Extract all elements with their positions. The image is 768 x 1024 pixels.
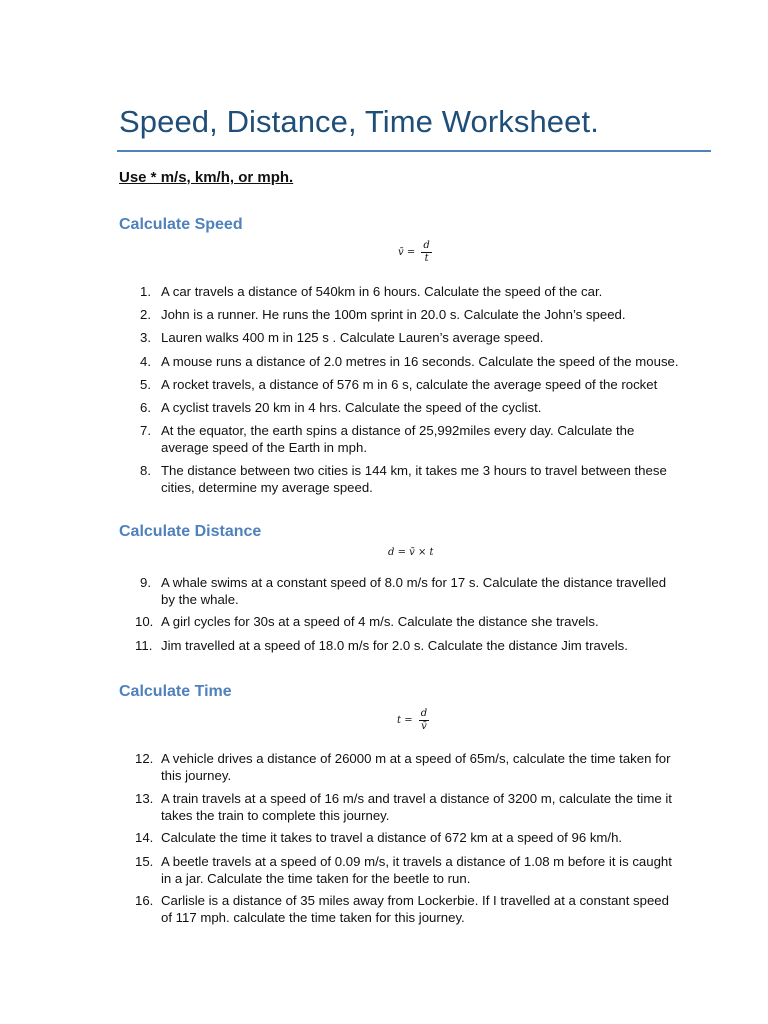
formula-equals: =: [404, 715, 413, 726]
question-text: A beetle travels at a speed of 0.09 m/s, it travels a distance of 1.08 m before it is caught: [161, 854, 672, 869]
question-number: 9.: [140, 575, 151, 590]
question-text: A train travels at a speed of 16 m/s and travel a distance of 3200 m, calculate the time it: [161, 791, 672, 806]
question-number: 5.: [140, 377, 151, 392]
section-heading-time: Calculate Time: [119, 683, 232, 700]
question-number: 1.: [140, 284, 151, 299]
question-number: 8.: [140, 463, 151, 478]
formula-denominator: t: [424, 253, 429, 264]
question-text: Carlisle is a distance of 35 miles away from Lockerbie. If I travelled at a constant speed: [161, 893, 669, 908]
question-number: 6.: [140, 400, 151, 415]
question-text: average speed of the Earth in mph.: [161, 440, 368, 455]
question-text: A girl cycles for 30s at a speed of 4 m/s. Calculate the distance she travels.: [161, 614, 599, 629]
question-number: 14.: [135, 830, 154, 845]
question-text: The distance between two cities is 144 km, it takes me 3 hours to travel between these: [161, 463, 667, 478]
speed-formula: [398, 240, 432, 265]
title-divider: [117, 150, 711, 152]
section-heading-speed: Calculate Speed: [119, 216, 243, 233]
page-title: Speed, Distance, Time Worksheet.: [119, 104, 599, 139]
question-text: takes the train to complete this journey.: [161, 808, 390, 823]
question-number: 11.: [135, 638, 153, 653]
question-text: A vehicle drives a distance of 26000 m at a speed of 65m/s, calculate the time taken for: [161, 751, 671, 766]
question-number: 10.: [135, 614, 154, 629]
question-text: Jim travelled at a speed of 18.0 m/s for 2.0 s. Calculate the distance Jim travels.: [161, 638, 628, 653]
formula-numerator: d: [423, 240, 430, 251]
question-text: of 117 mph. calculate the time taken for this journey.: [161, 910, 465, 925]
formula-numerator: d: [420, 708, 428, 719]
question-text: A mouse runs a distance of 2.0 metres in 16 seconds. Calculate the speed of the mouse.: [161, 354, 679, 369]
question-text: At the equator, the earth spins a distance of 25,992miles every day. Calculate the: [161, 423, 635, 438]
section-heading-distance: Calculate Distance: [119, 523, 262, 540]
formula-lhs: t: [397, 715, 402, 726]
question-text: A cyclist travels 20 km in 4 hrs. Calculate the speed of the cyclist.: [161, 400, 542, 415]
question-number: 16.: [135, 893, 154, 908]
formula-fraction: [419, 708, 429, 733]
units-note: Use * m/s, km/h, or mph.: [119, 169, 294, 186]
question-text: cities, determine my average speed.: [161, 480, 373, 495]
question-number: 7.: [140, 423, 151, 438]
question-text: by the whale.: [161, 592, 239, 607]
question-number: 13.: [135, 791, 154, 806]
question-text: John is a runner. He runs the 100m sprint in 20.0 s. Calculate the John’s speed.: [161, 307, 626, 322]
question-number: 12.: [135, 751, 154, 766]
question-text: A car travels a distance of 540km in 6 hours. Calculate the speed of the car.: [161, 284, 603, 299]
question-number: 3.: [140, 330, 151, 345]
question-text: Calculate the time it takes to travel a distance of 672 km at a speed of 96 km/h.: [161, 830, 623, 845]
formula-denominator: v̄: [421, 721, 427, 732]
question-text: A rocket travels, a distance of 576 m in 6 s, calculate the average speed of the rocket: [161, 377, 658, 392]
question-text: A whale swims at a constant speed of 8.0 m/s for 17 s. Calculate the distance travelled: [161, 575, 667, 590]
formula-equals: =: [406, 247, 416, 258]
question-number: 4.: [140, 354, 151, 369]
question-number: 2.: [140, 307, 151, 322]
time-formula: [397, 708, 429, 733]
question-text: Lauren walks 400 m in 125 s . Calculate Lauren’s average speed.: [161, 330, 544, 345]
question-text: this journey.: [161, 768, 232, 783]
formula-fraction: [421, 240, 431, 265]
distance-formula: d = v̄ × t: [388, 547, 434, 558]
formula-lhs: v̄: [398, 247, 404, 258]
question-number: 15.: [135, 854, 154, 869]
question-text: in a jar. Calculate the time taken for the beetle to run.: [161, 871, 471, 886]
